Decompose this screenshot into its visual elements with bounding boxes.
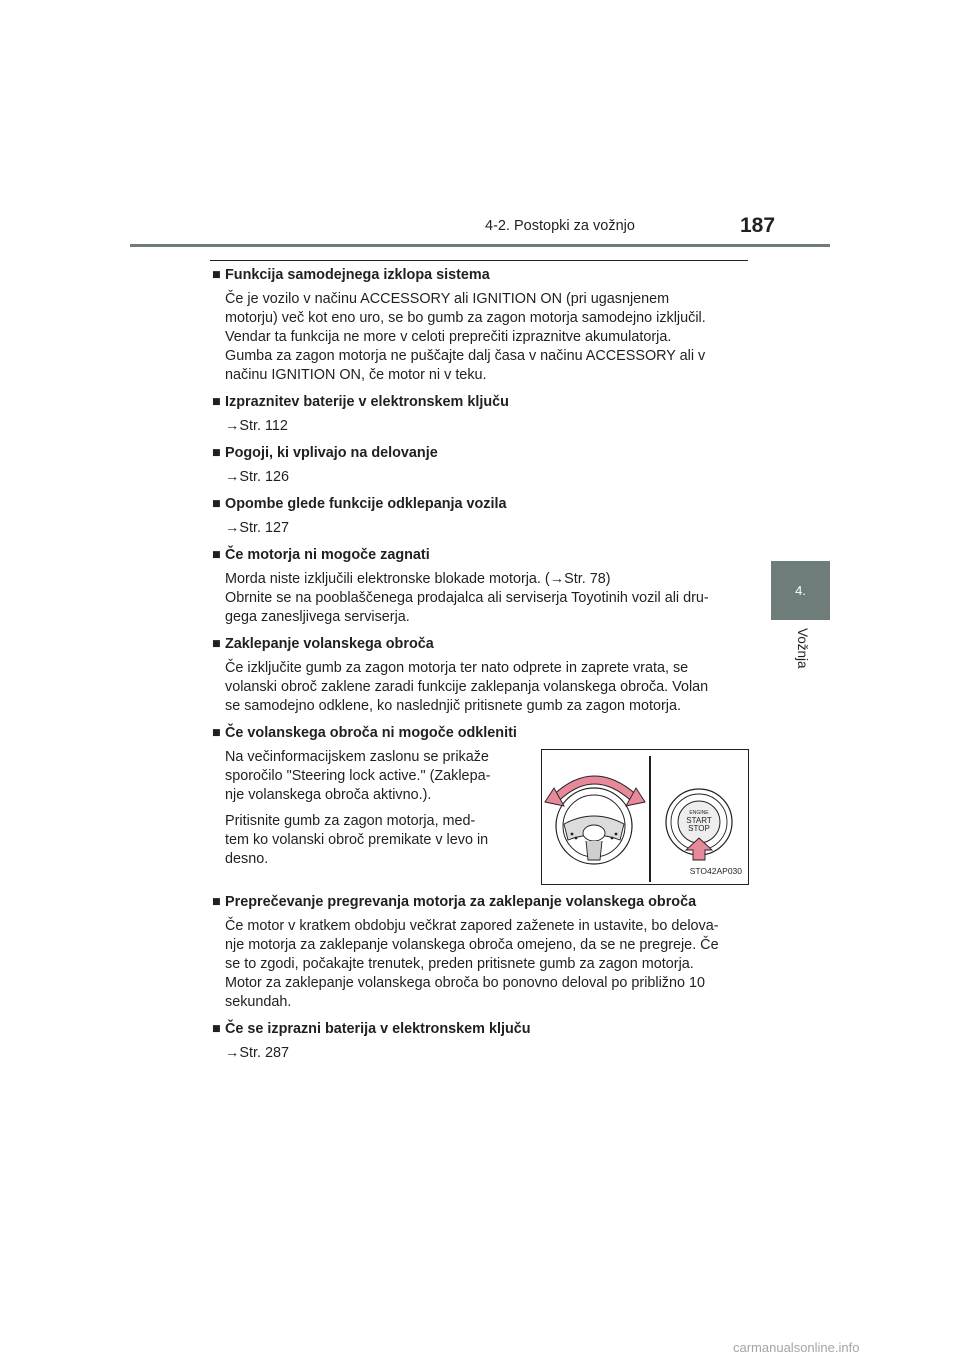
running-header-section: 4-2. Postopki za vožnjo [485,218,635,234]
text-line: Gumba za zagon motorja ne puščajte dalj časa v načinu ACCESSORY ali v [225,348,706,364]
button-label-engine: ENGINE [689,810,709,816]
section-title: Če volanskega obroča ni mogoče odkleniti [225,725,517,741]
text-line: Motor za zaklepanje volanskega obroča bo ponovno deloval po približno 10 [225,975,706,991]
text-line: Na večinformacijskem zaslonu se prikaže [225,749,489,765]
text-line: sporočilo "Steering lock active." (Zaklepa- [225,768,491,784]
section-overheat-prevention [212,893,748,1012]
square-bullet-icon: ■ [212,394,221,410]
section-title: Izpraznitev baterije v elektronskem ključu [225,394,509,410]
text-line: Če je vozilo v načinu ACCESSORY ali IGNITION ON (pri ugasnjenem [225,291,670,307]
button-label-start: START [686,816,712,825]
text-line: tem ko volanski obroč premikate v levo in [225,832,489,848]
header-rule [130,244,830,247]
watermark: carmanualsonline.info [733,1340,860,1355]
text-line: sekundah. [225,994,292,1010]
rotate-arrow-icon [545,780,645,806]
content-top-rule [210,260,748,261]
square-bullet-icon: ■ [212,894,221,910]
page-reference-link[interactable]: →Str. 112 [225,418,288,434]
square-bullet-icon: ■ [212,267,221,283]
section-unlock-notes [212,495,748,538]
page-reference-link[interactable]: →Str. 287 [225,1045,289,1061]
steering-lock-illustration [541,749,749,885]
square-bullet-icon: ■ [212,636,221,652]
section-title: Funkcija samodejnega izklopa sistema [225,267,490,283]
section-auto-power-off [212,266,748,385]
chapter-tab [771,561,830,620]
section-steering-unlock-fail [212,724,748,885]
text-line: se to zgodi, počakajte trenutek, preden pritisnete gumb za zagon motorja. [225,956,694,972]
section-steering-lock [212,635,748,716]
section-key-battery-depleted [212,1020,748,1063]
page-reference-link[interactable]: →Str. 127 [225,520,289,536]
text-line: Vendar ta funkcija ne more v celoti preprečiti izpraznitve akumulatorja. [225,329,672,345]
text-line: Obrnite se na pooblaščenega prodajalca ali serviserja Toyotinih vozil ali dru- [225,590,709,606]
page-reference-link[interactable]: →Str. 126 [225,469,289,485]
text-line: motorju) več kot eno uro, se bo gumb za zagon motorja samodejno izključil. [225,310,706,326]
steering-wheel-icon [556,788,632,864]
text-line: gega zanesljivega serviserja. [225,609,410,625]
text-line: Če izključite gumb za zagon motorja ter nato odprete in zaprete vrata, se [225,660,689,676]
text-line: Morda niste izključili elektronske blokade motorja. (→Str. 78) [225,571,611,587]
square-bullet-icon: ■ [212,1021,221,1037]
chapter-label: Vožnja [795,628,810,669]
text-line: nje volanskega obroča aktivno.). [225,787,432,803]
text-line: volanski obroč zaklene zaradi funkcije zaklepanja volanskega obroča. Volan [225,679,709,695]
section-title: Zaklepanje volanskega obroča [225,636,434,652]
section-title: Pogoji, ki vplivajo na delovanje [225,445,438,461]
section-title: Če motorja ni mogoče zagnati [225,547,430,563]
square-bullet-icon: ■ [212,496,221,512]
text-line: desno. [225,851,269,867]
section-title: Opombe glede funkcije odklepanja vozila [225,496,507,512]
text-line: Pritisnite gumb za zagon motorja, med- [225,813,476,829]
square-bullet-icon: ■ [212,547,221,563]
content [212,266,748,1071]
square-bullet-icon: ■ [212,725,221,741]
text-line: Če motor v kratkem obdobju večkrat zapored zaženete in ustavite, bo delova- [225,918,719,934]
text-line: se samodejno odklene, ko naslednjič pritisnete gumb za zagon motorja. [225,698,681,714]
section-engine-not-start [212,546,748,627]
section-title: Preprečevanje pregrevanja motorja za zaklepanje volanskega obroča [225,894,697,910]
button-label-stop: STOP [688,824,710,833]
section-operation-conditions [212,444,748,487]
text-line: nje motorja za zaklepanje volanskega obroča omejeno, da se ne pregreje. Če [225,937,719,953]
page-number: 187 [740,214,776,237]
section-key-battery [212,393,748,436]
square-bullet-icon: ■ [212,445,221,461]
chapter-number: 4. [795,583,806,598]
section-title: Če se izprazni baterija v elektronskem ključu [225,1021,531,1037]
text-line: načinu IGNITION ON, če motor ni v teku. [225,367,487,383]
figure-code: STO42AP030 [689,866,742,876]
